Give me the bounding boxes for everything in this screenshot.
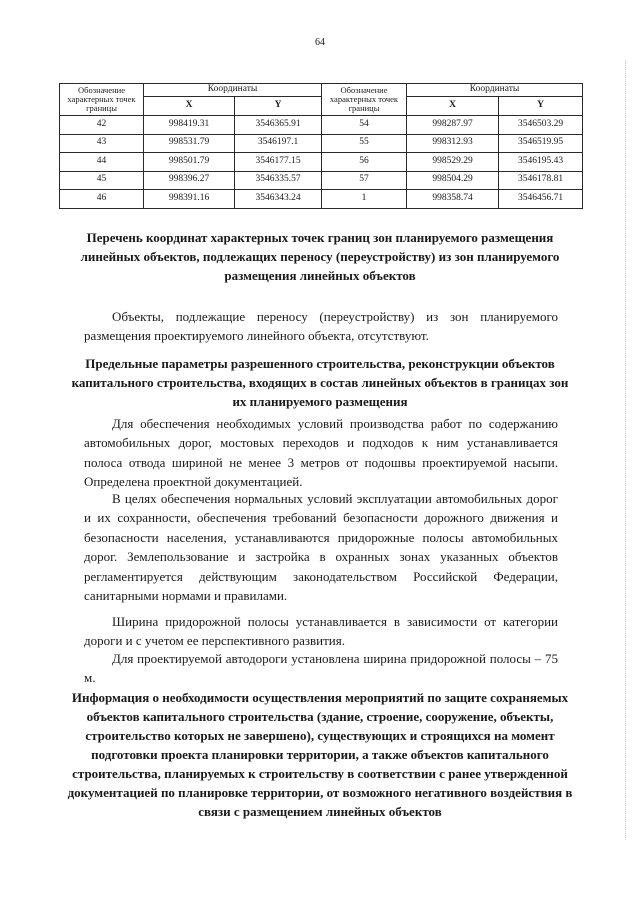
- table-row: [60, 190, 583, 209]
- x-value: 998504.29: [407, 171, 499, 190]
- y-value: 3546456.71: [499, 190, 583, 209]
- point-id: 55: [322, 134, 407, 153]
- point-id: 54: [322, 116, 407, 135]
- paragraph-roadside-width: Ширина придорожной полосы устанавливается в зависимости от категории дороги и с учетом ее перспективного развития.: [84, 614, 558, 648]
- point-id: 42: [60, 116, 144, 135]
- section-heading-transfer: Перечень координат характерных точек границ зон планируемого размещения линейных объектов, подлежащих переносу (переустройству) из зон планируемого размещения линейных объектов: [80, 230, 560, 283]
- paragraph-roadside-zones: В целях обеспечения нормальных условий эксплуатации автомобильных дорог и их сохранности, обеспечения требований безопасности дорожного движения и безопасности населения, устанавливаются придорожные полосы автомобильных дорог. Землепользование и застройка в охранных зонах указанных объектов регламентируется действующим законодательством Российской Федерации, санитарными нормами и правилами.: [84, 491, 558, 604]
- table-row: [60, 153, 583, 172]
- point-id: 57: [322, 171, 407, 190]
- point-label-header-left: Обозначение характерных точек границы: [60, 84, 144, 116]
- scan-margin-line: [625, 60, 626, 840]
- point-id: 44: [60, 153, 144, 172]
- point-id: 45: [60, 171, 144, 190]
- section-heading-parameters: Предельные параметры разрешенного строительства, реконструкции объектов капитального строительства, входящих в состав линейных объектов в границах зон их планируемого размещения: [71, 356, 569, 409]
- table-row: [60, 134, 583, 153]
- y-value: 3546503.29: [499, 116, 583, 135]
- table-row: [60, 171, 583, 190]
- x-value: 998501.79: [144, 153, 235, 172]
- point-id: 43: [60, 134, 144, 153]
- x-value: 998391.16: [144, 190, 235, 209]
- point-id: 1: [322, 190, 407, 209]
- x-value: 998419.31: [144, 116, 235, 135]
- paragraph-right-of-way: Для обеспечения необходимых условий производства работ по содержанию автомобильных дорог, мостовых переходов и подходов к ним устанавливается полоса отвода шириной не менее 3 метров от подошвы проектируемой насыпи. Определена проектной документацией.: [84, 416, 558, 490]
- section-heading-protection-measures: Информация о необходимости осуществления мероприятий по защите сохраняемых объектов капитального строительства (здание, строение, сооружение, объекты, строительство которых не завершено), существующих и строящихся на момент подготовки проекта планировки территории, а также объектов капитального строительства, планируемых к строительству в соответствии с ранее утвержденной документацией по планировке территории, от возможного негативного воздействия в связи с размещением линейных объектов: [67, 690, 573, 819]
- coords-header-right: Координаты: [407, 84, 583, 97]
- y-value: 3546178.81: [499, 171, 583, 190]
- y-value: 3546177.15: [235, 153, 322, 172]
- x-header-left: X: [144, 97, 235, 116]
- paragraph-transfer-objects: Объекты, подлежащие переносу (переустройству) из зон планируемого размещения проектируемого линейного объекта, отсутствуют.: [84, 309, 558, 344]
- x-value: 998529.29: [407, 153, 499, 172]
- y-value: 3546197.1: [235, 134, 322, 153]
- paragraph-roadside-width-value: Для проектируемой автодороги установлена ширина придорожной полосы – 75 м.: [84, 651, 558, 685]
- x-value: 998358.74: [407, 190, 499, 209]
- coordinates-table: [59, 83, 583, 209]
- y-header-left: Y: [235, 97, 322, 116]
- x-value: 998287.97: [407, 116, 499, 135]
- point-id: 46: [60, 190, 144, 209]
- page-number: 64: [315, 37, 325, 48]
- point-label-header-right: Обозначение характерных точек границы: [322, 84, 407, 116]
- point-id: 56: [322, 153, 407, 172]
- y-value: 3546335.57: [235, 171, 322, 190]
- x-header-right: X: [407, 97, 499, 116]
- coords-header-left: Координаты: [144, 84, 322, 97]
- x-value: 998396.27: [144, 171, 235, 190]
- y-value: 3546365.91: [235, 116, 322, 135]
- y-value: 3546195.43: [499, 153, 583, 172]
- y-header-right: Y: [499, 97, 583, 116]
- x-value: 998312.93: [407, 134, 499, 153]
- table-row: [60, 116, 583, 135]
- y-value: 3546519.95: [499, 134, 583, 153]
- y-value: 3546343.24: [235, 190, 322, 209]
- x-value: 998531.79: [144, 134, 235, 153]
